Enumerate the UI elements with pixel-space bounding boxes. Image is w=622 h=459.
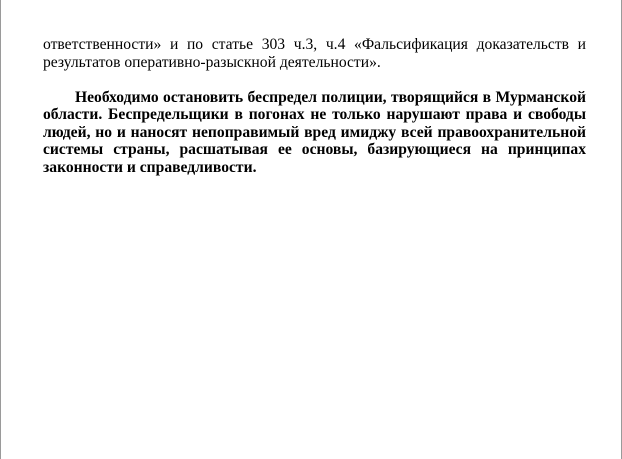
paragraph-line: людей, но и наносят непоправимый вред имиджу всей правоохранительной — [43, 123, 586, 141]
paragraph-line: результатов оперативно-разыскной деятельности». — [43, 53, 381, 71]
paragraph-line: области. Беспредельщики в погонах не только нарушают права и свободы — [43, 106, 586, 123]
document-body — [43, 36, 586, 176]
paragraph-2-bold — [43, 89, 586, 177]
paragraph-1 — [43, 36, 586, 71]
paragraph-line: Необходимо остановить беспредел полиции, творящийся в Мурманской — [75, 88, 586, 106]
paragraph-line: законности и справедливости. — [43, 158, 257, 176]
paragraph-line: системы страны, расшатывая ее основы, базирующиеся на принципах — [43, 141, 586, 158]
paragraph-line: ответственности» и по статье 303 ч.3, ч.4 «Фальсификация доказательств и — [43, 36, 586, 53]
